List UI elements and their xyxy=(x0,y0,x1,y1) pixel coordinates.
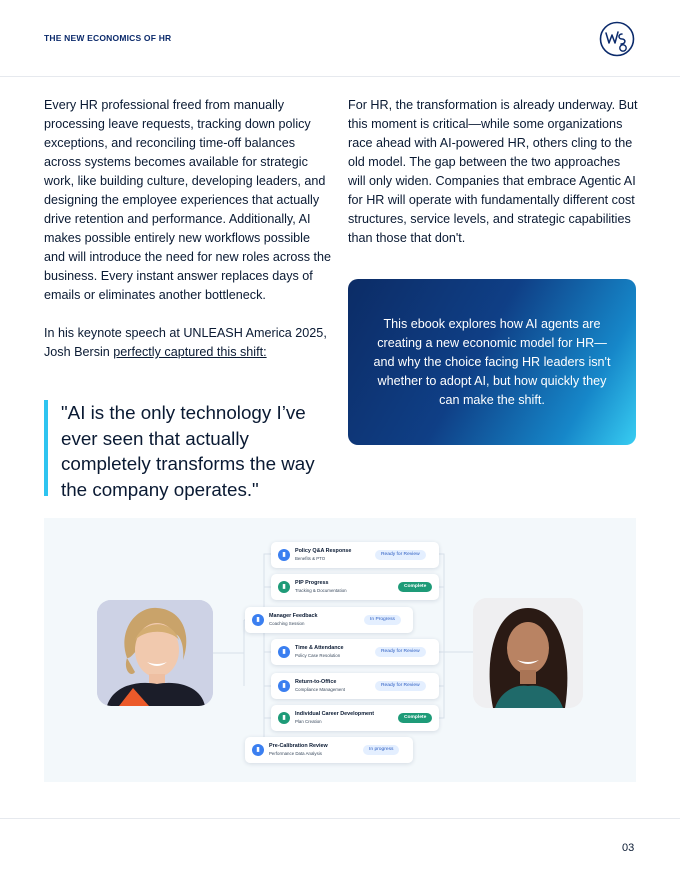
callout-box xyxy=(348,279,636,445)
task-subtitle: Tracking & Documentation xyxy=(295,588,347,593)
agent-workflow-illustration xyxy=(44,518,636,782)
inline-link[interactable]: perfectly captured this shift: xyxy=(113,345,267,359)
body-paragraph xyxy=(44,324,334,362)
paragraph-lead-text: In his keynote speech at UNLEASH America 2025, Josh Bersin xyxy=(44,326,327,359)
task-card[interactable] xyxy=(245,607,413,633)
task-title: Return-to-Office xyxy=(295,679,337,685)
task-title: Time & Attendance xyxy=(295,645,344,651)
callout-text: This ebook explores how AI agents are creating a new economic model for HR—and why the choice facing HR leaders isn't whether to adopt AI, but how quickly they can make the shift. xyxy=(373,317,611,407)
task-subtitle: Plan Creation xyxy=(295,719,322,724)
task-title: Pre-Calibration Review xyxy=(269,743,328,749)
task-subtitle: Benefits & PTO xyxy=(295,556,326,561)
task-title: PIP Progress xyxy=(295,580,329,586)
status-badge: Ready for Review xyxy=(375,647,426,657)
status-badge: In Progress xyxy=(364,615,401,625)
page-section-title: THE NEW ECONOMICS OF HR xyxy=(44,33,172,43)
right-text-column xyxy=(348,96,640,248)
status-badge: In progress xyxy=(363,745,399,755)
circular-brand-monogram-icon xyxy=(599,21,635,57)
woman-portrait-image xyxy=(97,600,213,706)
status-badge: Ready for Review xyxy=(375,681,426,691)
task-title: Manager Feedback xyxy=(269,613,318,619)
body-paragraph: For HR, the transformation is already underway. But this moment is critical—while some organizations race ahead with AI-powered HR, others cling to the old model. The gap between the two approaches will only widen. Companies that embrace Agentic AI for HR will operate with fundamentally different cost structures, service levels, and strategic capabilities than those that don't. xyxy=(348,98,638,245)
task-title: Individual Career Development xyxy=(295,711,375,717)
chart-icon: ▮ xyxy=(252,744,264,756)
footer-divider xyxy=(0,818,680,819)
task-card[interactable] xyxy=(271,574,439,600)
chart-icon: ▮ xyxy=(278,680,290,692)
pull-quote-text: "AI is the only technology I’ve ever seen that actually completely transforms the way the company operates." xyxy=(61,402,315,500)
page-header xyxy=(0,0,680,77)
task-subtitle: Compliance Management xyxy=(295,687,346,692)
chart-icon: ▮ xyxy=(278,712,290,724)
chart-icon: ▮ xyxy=(278,581,290,593)
status-badge: Complete xyxy=(398,713,432,723)
page-number: 03 xyxy=(622,842,635,854)
task-subtitle: Coaching Session xyxy=(269,621,305,626)
task-card[interactable] xyxy=(271,639,439,665)
body-paragraph: Every HR professional freed from manually processing leave requests, tracking down policy exceptions, and reconciling time-off balances across systems becomes available for strategic work, like building culture, developing leaders, and designing the employee experiences that actually drive retention and performance. Additionally, AI makes possible entirely new workflows possible and will introduce the need for new roles across the business. Every instant answer replaces days of emails or eliminates another bottleneck. xyxy=(44,98,332,302)
task-card[interactable] xyxy=(271,705,439,731)
left-text-column xyxy=(44,96,334,362)
woman-portrait-image xyxy=(473,598,583,708)
chart-icon: ▮ xyxy=(252,614,264,626)
task-subtitle: Performance Data Analysis xyxy=(269,751,322,756)
chart-icon: ▮ xyxy=(278,549,290,561)
task-card[interactable] xyxy=(271,542,439,568)
status-badge: Complete xyxy=(398,582,432,592)
task-subtitle: Policy Case Resolution xyxy=(295,653,341,658)
pull-quote xyxy=(44,400,338,500)
task-title: Policy Q&A Response xyxy=(295,548,352,554)
chart-icon: ▮ xyxy=(278,646,290,658)
task-card[interactable] xyxy=(271,673,439,699)
manager-avatar xyxy=(473,598,583,708)
task-card[interactable] xyxy=(245,737,413,763)
status-badge: Ready for Review xyxy=(375,550,426,560)
employee-avatar xyxy=(97,600,213,706)
